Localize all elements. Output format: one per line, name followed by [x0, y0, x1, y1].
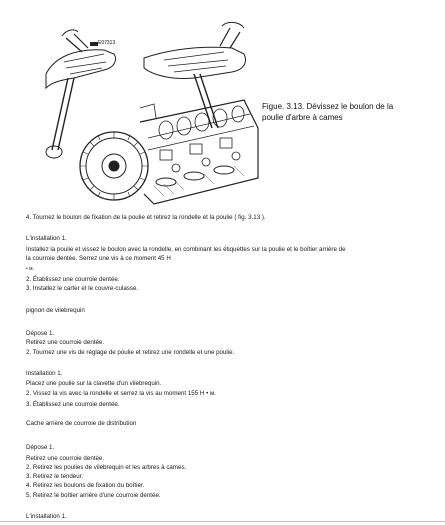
camshaft-pulley-drawing — [44, 18, 260, 206]
depose-2-line-5: 5. Retirez le boîtier arrière d'une courroie dentée. — [26, 492, 161, 499]
section-cache: Cache arrière de courroie de distribution — [26, 420, 137, 427]
depose-1-line-1: Retirez une courroie dentée. — [26, 339, 105, 346]
figure-code: E07313 — [98, 40, 116, 46]
page-bottom-divider — [0, 521, 445, 522]
installation-1-title: L'installation 1. — [26, 235, 67, 242]
part-label — [90, 42, 98, 46]
installation-1-line-5: 3. Installez le carter et le couvre-culasse. — [26, 285, 139, 292]
depose-2-line-4: 4. Retirez les boulons de fixation du boîtier. — [26, 482, 145, 489]
section-pignon: pignon de vilebrequin — [26, 307, 85, 314]
install-1-line-1: Placez une poulie sur la clavette d'un vilebrequin. — [26, 380, 162, 387]
depose-1-line-2: 2. Tournez une vis de réglage de poulie et retirez une rondelle et une poulie. — [26, 349, 235, 356]
engine-illustration — [44, 18, 260, 206]
depose-1-title: Dépose 1. — [26, 330, 55, 337]
depose-2-line-1: Retirez une courroie dentée. — [26, 455, 105, 462]
install-1-title: Installation 1. — [26, 370, 63, 377]
installation-1-line-1: Installez la poulie et vissez le boulon avec la rondelle, en combinant les étiquettes sur la poulie et le boîtier arrière de — [26, 246, 346, 253]
step-4: 4. Tournez le boulon de fixation de la poulie et retirez la rondelle et la poulie ( fig. 3.13 ). — [26, 214, 266, 221]
installation-1-line-2: la courroie dentée. Serrez une vis à ce moment 45 H — [26, 255, 171, 262]
depose-2-title: Dépose 1. — [26, 444, 55, 451]
installation-2-title: L'installation 1. — [26, 513, 67, 520]
install-1-line-2: 2. Vissez la vis avec la rondelle et serrez la vis au moment 155 H • м. — [26, 390, 216, 397]
installation-1-line-3: • м. — [26, 266, 34, 272]
installation-1-line-4: 2. Établissez une courroie dentée. — [26, 276, 120, 283]
depose-2-line-2: 2. Retirez les poulies de vilebrequin et les arbres à cames. — [26, 464, 187, 471]
install-1-line-3: 3. Établissez une courroie dentée. — [26, 401, 120, 408]
figure-caption: Figue. 3.13. Dévissez le boulon de la poulie d'arbre à cames — [262, 102, 394, 122]
depose-2-line-3: 3. Retirez le tendeur. — [26, 473, 84, 480]
